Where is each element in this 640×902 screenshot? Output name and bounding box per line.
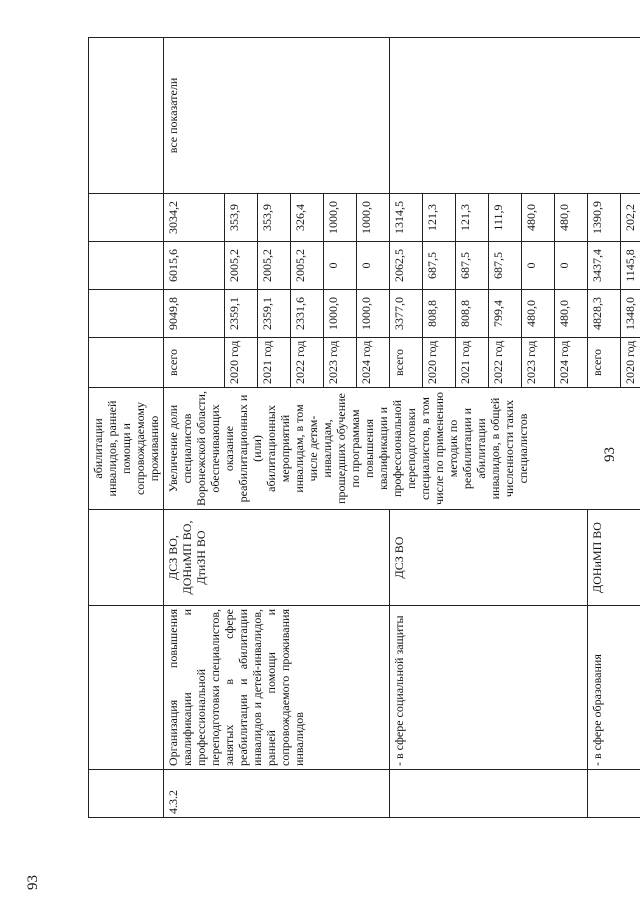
total-value: 9049,8 [164,290,225,338]
federal-value: 0 [555,242,588,290]
cell-empty [89,338,164,388]
total-value: 1000,0 [324,290,357,338]
executors: ДСЗ ВО, ДОНиМП ВО, ДтиЗН ВО [164,510,390,606]
total-value: 1000,0 [357,290,390,338]
period: 2023 год [324,338,357,388]
education-sphere-label: - в сфере образования [588,606,640,770]
federal-value: 687,5 [489,242,522,290]
continuation-row [89,38,164,818]
cell-empty [390,38,640,194]
regional-value: 480,0 [555,194,588,242]
program-table [88,37,640,818]
cell-empty [89,38,164,194]
regional-value: 353,9 [225,194,258,242]
period: 2021 год [258,338,291,388]
total-value: 808,8 [456,290,489,338]
total-value: 2359,1 [258,290,291,338]
regional-value: 121,3 [423,194,456,242]
regional-value: 353,9 [258,194,291,242]
regional-value: 3034,2 [164,194,225,242]
page-number: 93 [25,875,41,890]
federal-value: 0 [357,242,390,290]
social-sphere-label: - в сфере социальной защиты [390,606,588,770]
period: 2022 год [291,338,324,388]
cell-empty [89,290,164,338]
total-value: 480,0 [555,290,588,338]
total-value: 3377,0 [390,290,423,338]
federal-value: 6015,6 [164,242,225,290]
period: всего [588,338,621,388]
total-value: 4828,3 [588,290,621,338]
regional-value: 111,9 [489,194,522,242]
target-indicator: все показатели [164,38,390,194]
cell-empty [89,242,164,290]
social-executor: ДСЗ ВО [390,510,588,606]
cell-empty [588,770,640,818]
total-value: 808,8 [423,290,456,338]
regional-value: 480,0 [522,194,555,242]
total-value: 799,4 [489,290,522,338]
cell-empty [89,194,164,242]
section-number: 4.3.2 [164,770,390,818]
period: 2020 год [621,338,640,388]
regional-value: 326,4 [291,194,324,242]
cell-empty [89,510,164,606]
cell-empty [89,770,164,818]
federal-value: 2005,2 [225,242,258,290]
federal-value: 3437,4 [588,242,621,290]
federal-value: 2062,5 [390,242,423,290]
federal-value: 0 [324,242,357,290]
period: 2024 год [357,338,390,388]
period: всего [390,338,423,388]
federal-value: 687,5 [456,242,489,290]
period: 2024 год [555,338,588,388]
federal-value: 0 [522,242,555,290]
period: 2022 год [489,338,522,388]
federal-value: 2005,2 [258,242,291,290]
total-value: 480,0 [522,290,555,338]
total-value: 1348,0 [621,290,640,338]
event-description: Организация повышения квалификации и профессиональной переподготовки специалистов, занятых в сфере реабилитации и абилитации инвалидов и детей-инвалидов, ранней помощи и сопровождаемого проживания инвалидов [164,606,390,770]
federal-value: 1145,8 [621,242,640,290]
period: 2021 год [456,338,489,388]
period: всего [164,338,225,388]
regional-value: 202,2 [621,194,640,242]
total-value: 2359,1 [225,290,258,338]
period: 2020 год [423,338,456,388]
cell-empty [390,770,588,818]
education-executor: ДОНиМП ВО [588,510,640,606]
regional-value: 121,3 [456,194,489,242]
regional-value: 1390,9 [588,194,621,242]
federal-value: 2005,2 [291,242,324,290]
table-row [164,38,225,818]
regional-value: 1314,5 [390,194,423,242]
total-value: 2331,6 [291,290,324,338]
period: 2020 год [225,338,258,388]
period: 2023 год [522,338,555,388]
federal-value: 687,5 [423,242,456,290]
regional-value: 1000,0 [324,194,357,242]
continued-goal-text: абилитации инвалидов, ранней помощи и сопровождаемому проживанию [89,388,164,510]
indicator-text: Увеличение доли специалистов Воронежской области, обеспечивающих оказание реабилитационных и (или) абилитационных мероприятий инвалидам, в том числе детям-инвалидам, прошедших обучение по программам повышения квалификации и профессиональной переподготовки специалистов, в том числе по применению методик по реабилитации и абилитации инвалидов, в общей численности таких специалистов [164,388,640,510]
page-number-top: 93 [602,447,618,462]
regional-value: 1000,0 [357,194,390,242]
cell-empty [89,606,164,770]
